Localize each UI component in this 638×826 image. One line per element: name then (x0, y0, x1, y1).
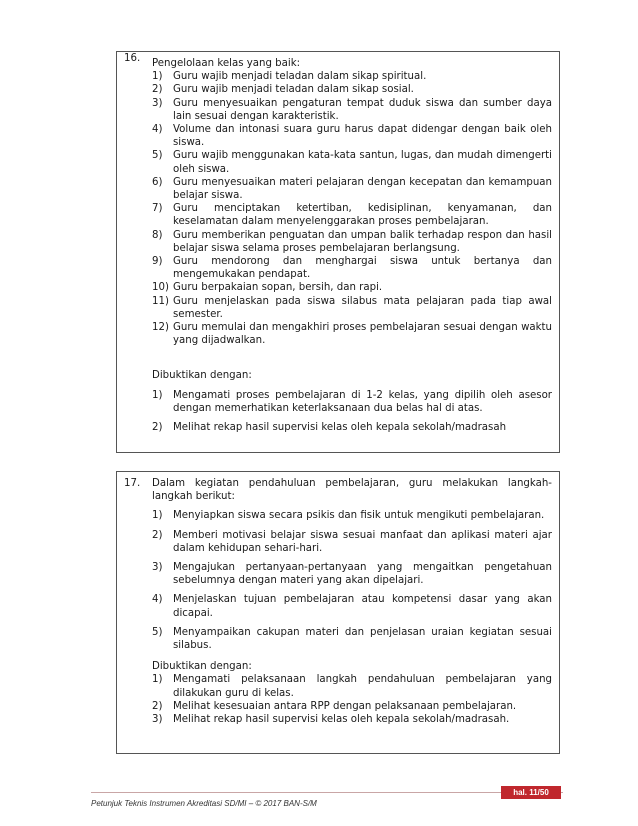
list-item-text: Melihat kesesuaian antara RPP dengan pelaksanaan pembelajaran. (173, 700, 517, 712)
list-item-number: 10) (152, 282, 169, 294)
list-item-number: 3) (152, 562, 163, 574)
list-item-number: 1) (152, 674, 163, 686)
criterion-16-box (116, 51, 560, 453)
list-item-number: 2) (152, 700, 163, 712)
list-item-text: Guru wajib menjadi teladan dalam sikap sosial. (173, 84, 414, 96)
list-item-text: Guru memulai dan mengakhiri proses pembelajaran sesuai dengan waktu yang dijadwalkan. (173, 322, 552, 347)
criterion-body (152, 477, 552, 726)
criterion-heading: Pengelolaan kelas yang baik: (152, 58, 301, 69)
list-item (152, 389, 552, 415)
list-item-number: 4) (152, 124, 163, 136)
list-item (152, 97, 552, 123)
criterion-17-box (116, 471, 560, 754)
page-number-badge: hal. 11/50 (501, 786, 561, 799)
evidence-list (152, 673, 552, 726)
list-item-text: Menyampaikan cakupan materi dan penjelasan uraian kegiatan sesuai silabus. (173, 626, 552, 652)
list-item-text: Melihat rekap hasil supervisi kelas oleh kepala sekolah/madrasah (173, 422, 507, 434)
list-item-number: 4) (152, 594, 163, 606)
list-item (152, 561, 552, 587)
list-item-text: Guru wajib menggunakan kata-kata santun, lugas, dan mudah dimengerti oleh siswa. (173, 150, 552, 175)
list-item-text: Guru memberikan penguatan dan umpan balik terhadap respon dan hasil belajar siswa selama proses pembelajaran berlangsung. (173, 229, 552, 254)
list-item-number: 1) (152, 510, 163, 522)
list-item-number: 1) (152, 71, 163, 83)
list-item (152, 123, 552, 149)
list-item (152, 149, 552, 175)
list-item (152, 700, 552, 713)
criterion-body (152, 57, 552, 434)
list-item-number: 11) (152, 295, 169, 307)
list-item-number: 6) (152, 176, 163, 188)
list-item-text: Melihat rekap hasil supervisi kelas oleh kepala sekolah/madrasah. (173, 714, 510, 726)
criterion-item-list (152, 70, 552, 347)
list-item (152, 626, 552, 652)
criterion-number: 17. (124, 478, 141, 489)
list-item (152, 509, 552, 522)
list-item-text: Volume dan intonasi suara guru harus dapat didengar dengan baik oleh siswa. (173, 124, 552, 149)
list-item-number: 7) (152, 203, 163, 215)
list-item (152, 421, 552, 434)
evidence-list (152, 389, 552, 435)
list-item-number: 2) (152, 529, 163, 541)
list-item-number: 2) (152, 422, 163, 434)
list-item (152, 321, 552, 347)
list-item-text: Guru berpakaian sopan, bersih, dan rapi. (173, 282, 383, 294)
list-item (152, 281, 552, 294)
footer-caption: Petunjuk Teknis Instrumen Akreditasi SD/MI – © 2017 BAN-S/M (91, 799, 317, 808)
list-item-text: Mengamati pelaksanaan langkah pendahuluan pembelajaran yang dilakukan guru di kelas. (173, 674, 552, 699)
footer-divider (91, 792, 563, 793)
list-item-number: 5) (152, 150, 163, 162)
list-item-number: 2) (152, 84, 163, 96)
list-item-text: Guru wajib menjadi teladan dalam sikap spiritual. (173, 71, 427, 83)
evidence-heading: Dibuktikan dengan: (152, 370, 252, 382)
list-item (152, 70, 552, 83)
list-item (152, 229, 552, 255)
list-item-number: 3) (152, 714, 163, 726)
list-item-text: Guru menyesuaikan pengaturan tempat duduk siswa dan sumber daya lain sesuai dengan karakteristik. (173, 97, 552, 122)
list-item (152, 176, 552, 202)
criterion-number: 16. (124, 53, 141, 64)
list-item-text: Mengamati proses pembelajaran di 1-2 kelas, yang dipilih oleh asesor dengan memerhatikan keterlaksanaan dua belas hal di atas. (173, 389, 552, 414)
list-item-text: Memberi motivasi belajar siswa sesuai manfaat dan aplikasi materi ajar dalam kehidupan sehari-hari. (173, 529, 552, 554)
evidence-heading: Dibuktikan dengan: (152, 661, 252, 673)
list-item (152, 202, 552, 228)
list-item-text: Menyiapkan siswa secara psikis dan fisik untuk mengikuti pembelajaran. (173, 510, 545, 522)
criterion-item-list (152, 509, 552, 652)
list-item (152, 83, 552, 96)
list-item (152, 295, 552, 321)
list-item (152, 255, 552, 281)
list-item-number: 3) (152, 97, 163, 109)
list-item-text: Guru menyesuaikan materi pelajaran dengan kecepatan dan kemampuan belajar siswa. (173, 176, 552, 202)
list-item (152, 673, 552, 699)
list-item-number: 12) (152, 322, 169, 334)
list-item (152, 713, 552, 726)
list-item-text: Menjelaskan tujuan pembelajaran atau kompetensi dasar yang akan dicapai. (173, 594, 552, 619)
list-item-number: 9) (152, 256, 163, 268)
list-item-number: 8) (152, 229, 163, 241)
list-item-text: Guru menciptakan ketertiban, kedisiplinan, kenyamanan, dan keselamatan dalam menyelenggarakan proses pembelajaran. (173, 203, 552, 228)
criterion-heading: Dalam kegiatan pendahuluan pembelajaran, guru melakukan langkah-langkah berikut: (152, 478, 552, 503)
list-item (152, 529, 552, 555)
list-item-text: Guru mendorong dan menghargai siswa untuk bertanya dan mengemukakan pendapat. (173, 256, 552, 281)
list-item-text: Mengajukan pertanyaan-pertanyaan yang mengaitkan pengetahuan sebelumnya dengan materi yang akan dipelajari. (173, 562, 552, 587)
list-item-number: 5) (152, 626, 163, 638)
list-item-number: 1) (152, 389, 163, 401)
list-item-text: Guru menjelaskan pada siswa silabus mata pelajaran pada tiap awal semester. (173, 295, 552, 320)
list-item (152, 593, 552, 619)
